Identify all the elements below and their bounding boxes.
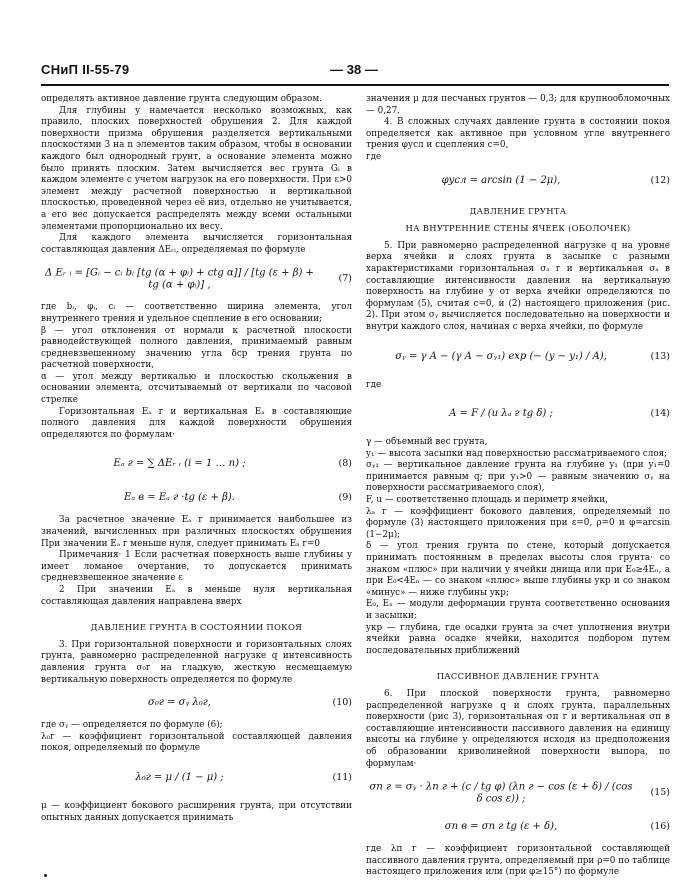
definition: y₁ — высота засыпки над поверхностью рассматриваемого слоя;	[366, 448, 668, 459]
formula-number: (15)	[650, 787, 670, 799]
formula-text: φусл = arcsin (1 − 2μ),	[441, 174, 561, 186]
definition: α — угол между вертикалью и плоскостью скольжения в основании элемента, отсчитываемый от вертикали по часовой стрелке	[41, 371, 352, 406]
definition: λₐ г — коэффициент бокового давления, определяемый по формуле (3) настоящего приложения при ε=0, ρ=0 и φ=arcsin (1−2μ);	[366, 506, 670, 540]
paragraph: Горизонтальная Eₐ г и вертикальная Eₐ в составляющие полного давления для каждой поверхности обрушения определяются по формулам·	[41, 406, 352, 440]
note: Примечания· 1 Если расчетная поверхность выше глубины y имеет ломаное очертание, то допускается принимать средневзвешенное значение ε	[41, 550, 352, 584]
paragraph: Для глубины y намечается несколько возможных, как правило, плоских поверхностей обрушения 2. Для каждой поверхности призма обрушения разделяется вертикальными плоскостями 3 на n элементов таким образом, чтобы в основании каждого был однородный грунт, а основание элемента можно было принять плоским. Затем вычисляется вес грунта Gᵢ в каждом элементе с учетом нагрузок на его поверхности. При ε>0 элемент между расчетной поверхностью и вертикальной плоскостью, проведенной через eё низ, отдельно не учитывается, а его вес допускается распределять между всеми остальными элементами пропорционально их весу.	[41, 105, 352, 232]
left-column	[41, 94, 352, 824]
formula-text: σᵧ = γ A − (γ A − σᵧ₁) exp (− (y − y₁) / A),	[395, 350, 607, 362]
document-code: СНиП II-55-79	[41, 62, 130, 77]
paragraph: Для каждого элемента вычисляется горизонтальная составляющая давления ΔEᵣᵢ, определяемая по формуле	[41, 233, 352, 255]
paragraph: где	[366, 379, 382, 390]
note: 2 При значении Eₐ в меньше нуля вертикальная составляющая давления направлена вверх	[41, 585, 352, 607]
page-header	[41, 62, 667, 82]
definition: μ — коэффициент бокового расширения грунта, при отсутствии опытных данных допускается принимать	[41, 800, 352, 823]
formula-text: Eₐ в = Eₐ г ·tg (ε + β).	[124, 492, 235, 504]
formula-number: (14)	[650, 408, 670, 420]
formula-number: (12)	[650, 174, 670, 186]
paragraph: определять активное давление грунта следующим образом.	[41, 94, 322, 104]
definition: σᵧ₁ — вертикальное давление грунта на глубине y₁ (при y₁=0 принимается равным q; при y₁>0 — равным значению σᵧ на поверхности рассматриваемого слоя),	[366, 460, 670, 494]
formula-text: σп в = σп г tg (ε + δ),	[444, 821, 558, 833]
definition: yкр — глубина, где осадки грунта за счет уплотнения внутри ячейки равна осадке ячейки, находится подбором путем последовательных приближений	[366, 622, 670, 656]
formula-text: σп г = σᵧ · λп г + (c / tg φ) (λп г − cos (ε + δ) / (cos δ cos ε)) ;	[369, 781, 633, 805]
definition: γ — объемный вес грунта,	[366, 437, 488, 448]
paragraph: где	[366, 151, 382, 162]
formula-11	[41, 761, 352, 795]
formula-7	[41, 262, 352, 296]
formula-15	[366, 776, 670, 810]
formula-16	[366, 816, 670, 838]
formula-number: (11)	[332, 772, 352, 784]
formula-12	[366, 170, 670, 192]
paragraph: 6. При плоской поверхности грунта, равномерно распределенной нагрузке q и слоях грунта, параллельных поверхности (рис 3), горизонтальная σп г и вертикальная σп в составляющие интенсивности пассивного давления на единицу высоты на глубине y определяются исходя из предположения об образовании криволинейной поверхности выпора, по формулам·	[366, 688, 670, 769]
section-heading: ДАВЛЕНИЕ ГРУНТА	[469, 205, 567, 216]
formula-14	[366, 397, 670, 431]
definition: где λп г — коэффициент горизонтальной составляющей пассивного давления грунта, определяемый при ρ=0 по таблице настоящего приложения или (при φ≥15°) по формуле	[366, 844, 670, 878]
formula-number: (9)	[338, 492, 352, 504]
paragraph: 5. При равномерно распределенной нагрузке q на уровне верха ячейки и слоях грунта в засыпке с разными характеристиками горизонтальная σₐ г и вертикальная σₐ в составляющие интенсивности давления на вертикальную поверхность на глубине y от верха ячейки определяются по формулам (5), считая c=0, и (2) настоящего приложения (рис. 2). При этом σᵧ вычисляется последовательно на поверхности и внутри каждого слоя, начиная с верха ячейки, по формуле	[366, 240, 670, 332]
paragraph: значения μ для песчаных грунтов — 0,3; для крупнообломочных — 0,27.	[366, 94, 670, 116]
formula-number: (10)	[332, 697, 352, 709]
definition: F, u — соответственно площадь и периметр ячейки,	[366, 495, 608, 506]
definition: β — угол отклонения от нормали к расчетной плоскости равнодействующей полного давления, принимаемый равным средневзвешенному значению угла δcp трения грунта по расчетной поверхности,	[41, 325, 352, 371]
formula-13	[366, 340, 670, 374]
definition: λ₀г — коэффициент горизонтальной составляющей давления покоя, определяемый по формуле	[41, 731, 352, 754]
section-subheading: НА ВНУТРЕННИЕ СТЕНЫ ЯЧЕЕК (ОБОЛОЧЕК)	[405, 223, 631, 234]
section-heading: ДАВЛЕНИЕ ГРУНТА В СОСТОЯНИИ ПОКОЯ	[90, 622, 303, 633]
right-column	[366, 94, 670, 879]
formula-text: Eₐ г = ∑ ΔEᵣ ᵢ (i = 1 … n) ;	[113, 458, 246, 470]
page-number: — 38 —	[330, 62, 378, 77]
formula-text: Δ Eᵣ ᵢ = [Gᵢ − cᵢ bᵢ [tg (α + φᵢ) + ctg α]] / [tg (ε + β) + tg (α + φᵢ)] ,	[45, 267, 314, 291]
definition: где σᵧ — определяется по формуле (6);	[41, 720, 223, 731]
formula-8	[41, 447, 352, 481]
formula-number: (13)	[650, 350, 670, 362]
formula-text: A = F / (u λₐ г tg δ) ;	[449, 408, 553, 420]
section-heading: ПАССИВНОЕ ДАВЛЕНИЕ ГРУНТА	[436, 671, 600, 682]
definition: E₀, Eₙ — модули деформации грунта соответственно основания и засыпки;	[366, 599, 670, 621]
paragraph: За расчетное значение Eₐ г принимается наибольшее из значений, вычисленных при различных плоскостях обрушения При значении Eₐ г меньше нуля, следует принимать Eₐ г=0	[41, 515, 352, 549]
formula-text: λ₀г = μ / (1 − μ) ;	[135, 772, 224, 784]
formula-text: σ₀г = σᵧ λ₀г,	[148, 697, 211, 709]
definition: δ — угол трения грунта по стене, который допускается принимать постоянным в пределах высоты слоя грунта· со знаком «плюс» при наличии у ячейки днища или при E₀≥4Eₙ, а при E₀<4Eₙ — со знаком «плюс» выше глубины yкр и со знаком «минус» — ниже глубины yкр;	[366, 541, 670, 598]
header-rule	[41, 84, 669, 86]
formula-number: (7)	[338, 273, 352, 285]
formula-9	[41, 487, 352, 509]
formula-number: (16)	[650, 821, 670, 833]
print-mark	[44, 874, 47, 877]
formula-10	[41, 692, 352, 714]
formula-number: (8)	[338, 458, 352, 470]
definition: где bᵢ, φᵢ, cᵢ — соответственно ширина элемента, угол внутреннего трения и удельное сцепление в его основании;	[41, 302, 352, 324]
paragraph: 4. В сложных случаях давление грунта в состоянии покоя определяется как активное при условном угле внутреннего трения φусл и сцепления c=0,	[366, 117, 670, 151]
paragraph: 3. При горизонтальной поверхности и горизонтальных слоях грунта, равномерно распределенной нагрузке q интенсивность давления грунта σ₀г на гладкую, жесткую несмещаемую вертикальную поверхность определяется по формуле	[41, 639, 352, 685]
